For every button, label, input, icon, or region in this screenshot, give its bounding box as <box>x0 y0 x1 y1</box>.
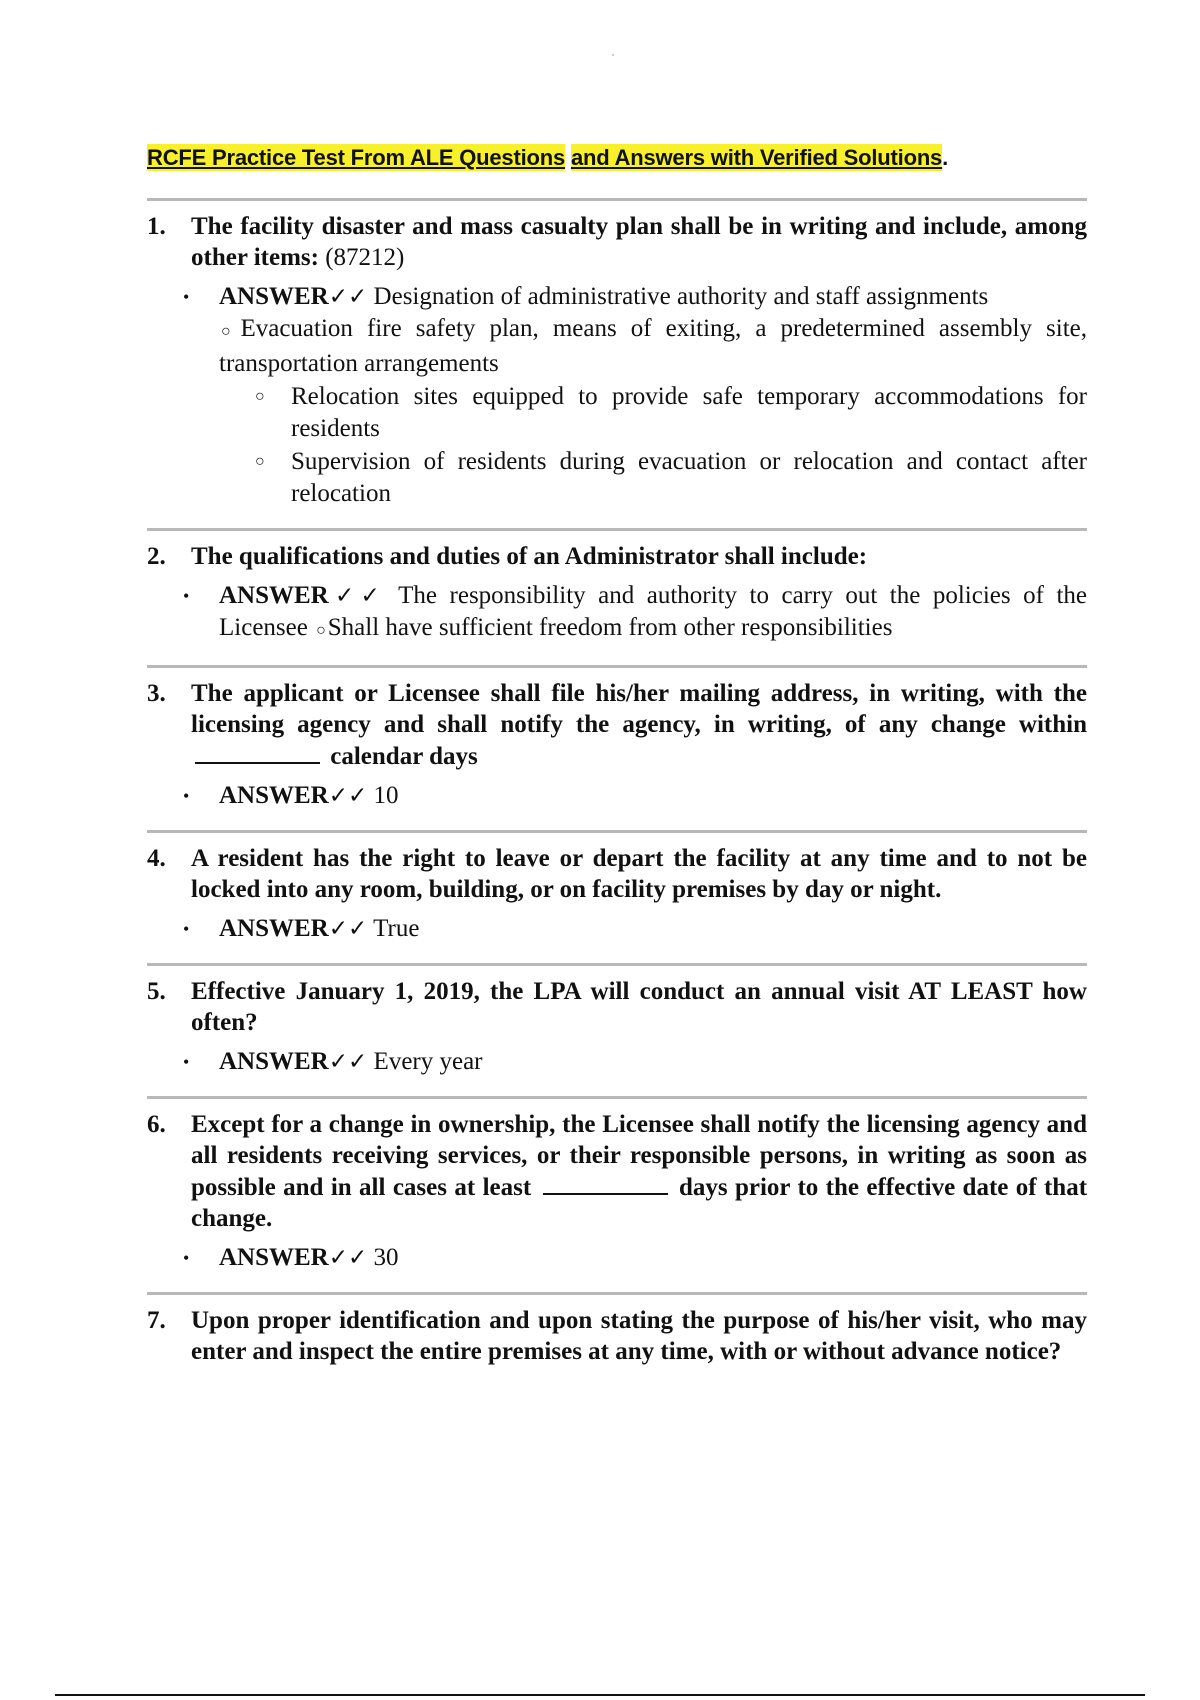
bullet-icon: • <box>183 1052 190 1072</box>
double-check-icon: ✓✓ <box>328 583 387 609</box>
question-number: 7. <box>147 1307 166 1334</box>
sub-item: ○ Supervision of residents during evacuation or relocation and contact after relocation <box>255 446 1087 510</box>
question-number: 5. <box>147 978 166 1005</box>
question-3 <box>147 665 1087 812</box>
bullet-icon: • <box>183 1248 190 1268</box>
question-text: Effective January 1, 2019, the LPA will conduct an annual visit AT LEAST how often? <box>191 978 1087 1036</box>
answer-row <box>183 1242 1087 1274</box>
fill-in-blank <box>543 1171 668 1195</box>
circle-bullet-icon: ○ <box>255 388 265 405</box>
question-6 <box>147 1096 1087 1274</box>
title-highlight-1: RCFE Practice Test From ALE Questions <box>147 145 566 170</box>
title-period: . <box>942 145 949 170</box>
question-number: 2. <box>147 543 166 570</box>
double-check-icon: ✓✓ <box>328 284 368 310</box>
answer-text: ANSWER✓✓ Every year <box>219 1048 483 1075</box>
document-title <box>147 145 948 171</box>
answer-text: ANSWER✓✓ 10 <box>219 782 399 809</box>
question-number: 4. <box>147 845 166 872</box>
answer-row <box>183 913 1087 945</box>
circle-bullet-icon: ○ <box>316 622 326 639</box>
fill-in-blank <box>195 740 320 764</box>
question-5 <box>147 963 1087 1078</box>
answer-text: ANSWER✓✓ True <box>219 915 420 942</box>
question-7 <box>147 1292 1087 1367</box>
bullet-icon: • <box>183 287 190 307</box>
double-check-icon: ✓✓ <box>328 916 368 942</box>
question-text: The applicant or Licensee shall file his/her mailing address, in writing, with the licensing agency and shall notify the agency, in writing, of any change within calendar days <box>191 680 1087 770</box>
answer-text: ANSWER✓✓ 30 <box>219 1244 399 1271</box>
question-text: The facility disaster and mass casualty plan shall be in writing and include, among other items: (87212) <box>191 213 1087 271</box>
circle-bullet-icon: ○ <box>255 453 265 470</box>
question-text: The qualifications and duties of an Administrator shall include: <box>191 543 868 570</box>
answer-row <box>183 580 1087 647</box>
question-1 <box>147 198 1087 510</box>
question-text: A resident has the right to leave or depart the facility at any time and to not be locked into any room, building, or on facility premises by day or night. <box>191 845 1087 903</box>
question-4 <box>147 830 1087 945</box>
question-number: 1. <box>147 213 166 240</box>
double-check-icon: ✓✓ <box>328 1049 368 1075</box>
answer-row <box>183 780 1087 812</box>
double-check-icon: ✓✓ <box>328 783 368 809</box>
sub-item: ○ Relocation sites equipped to provide safe temporary accommodations for residents <box>255 381 1087 445</box>
question-number: 6. <box>147 1111 166 1138</box>
bullet-icon: • <box>183 586 190 606</box>
circle-bullet-icon: ○ <box>221 323 239 340</box>
answer-text: ANSWER✓✓ Designation of administrative authority and staff assignments ○Evacuation fire safety plan, means of exiting, a predetermined assembly site, transportation arrangements <box>219 283 1087 377</box>
bullet-icon: • <box>183 919 190 939</box>
answer-row <box>183 281 1087 380</box>
scan-speck <box>612 54 614 56</box>
bullet-icon: • <box>183 786 190 806</box>
question-text: Except for a change in ownership, the Licensee shall notify the licensing agency and all residents receiving services, or their responsible persons, in writing as soon as possible and in all cases at least days prior to the effective date of that change. <box>191 1111 1088 1232</box>
answer-text: ANSWER✓✓ The responsibility and authority to carry out the policies of the Licensee ○Shall have sufficient freedom from other responsibilities <box>219 582 1088 641</box>
question-number: 3. <box>147 680 166 707</box>
double-check-icon: ✓✓ <box>328 1245 368 1271</box>
question-text: Upon proper identification and upon stating the purpose of his/her visit, who may enter and inspect the entire premises at any time, with or without advance notice? <box>191 1307 1087 1365</box>
question-list <box>147 198 1087 1385</box>
page-bottom-rule <box>55 1694 1145 1696</box>
answer-row <box>183 1046 1087 1078</box>
title-highlight-2: and Answers with Verified Solutions <box>570 145 943 170</box>
question-2 <box>147 528 1087 647</box>
